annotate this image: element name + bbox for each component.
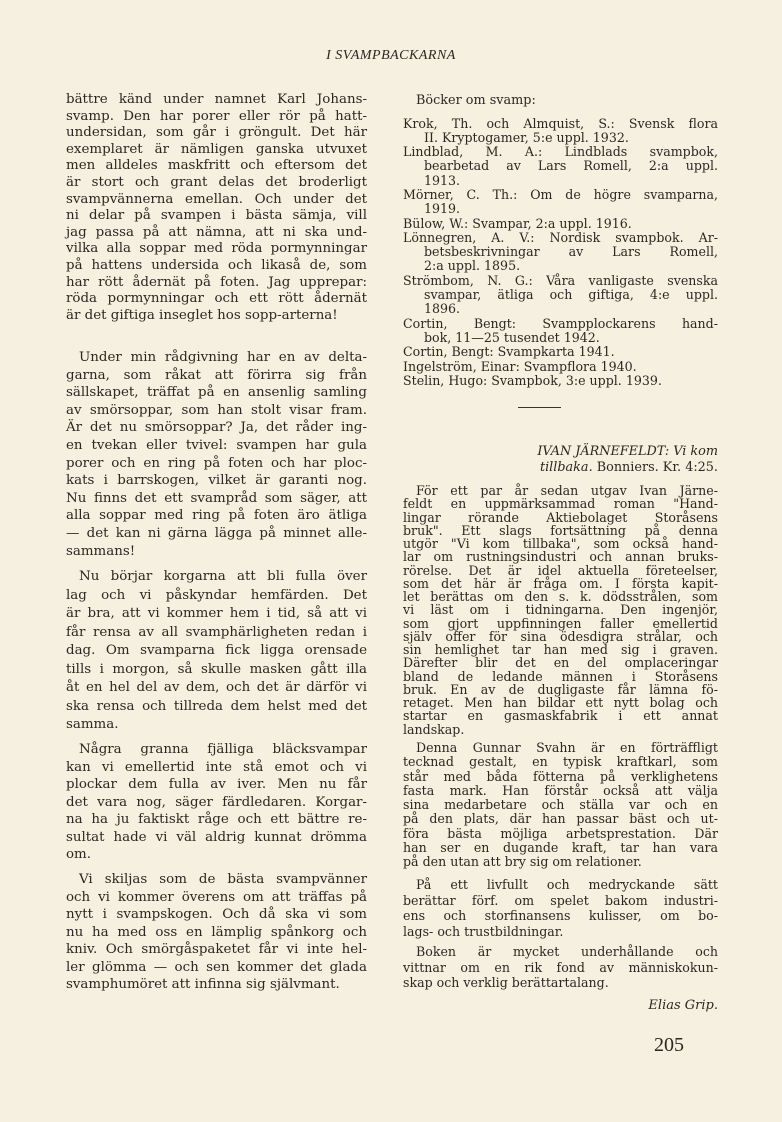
text-line: 1913. <box>424 172 461 188</box>
text-line: feldt en uppmärksammad roman "Hand- <box>403 496 718 512</box>
text-line: är bra, att vi kommer hem i tid, så att vi <box>66 606 367 621</box>
text-line: Strömbom, N. G.: Våra vanligaste svenska <box>403 272 718 288</box>
text-line: bok, 11—25 tusendet 1942. <box>424 329 600 345</box>
text-line: svamp. Den har porer eller rör på hatt- <box>66 108 367 124</box>
text-line: bättre känd under namnet Karl Johans- <box>66 92 367 107</box>
text-line: en tvekan eller tvivel: svampen har gula <box>66 437 367 453</box>
text-line: ler glömma — och sen kommer det glada <box>66 959 367 975</box>
text-line: Vi skiljas som de bästa svampvänner <box>79 872 367 887</box>
text-line: vittnar om en rik fond av människokun- <box>403 959 718 975</box>
text-line: Lönnegren, A. V.: Nordisk svampbok. Ar- <box>403 229 718 245</box>
text-line: Några granna fjälliga bläcksvampar <box>79 742 367 757</box>
text-line: sultat hade vi väl aldrig kunnat drömma <box>66 829 367 845</box>
text-line: 1919. <box>424 201 461 217</box>
text-line: är stort och grant delas det broderligt <box>66 174 367 190</box>
text-line: om. <box>66 847 92 862</box>
review-heading-author-title: IVAN JÄRNEFELDT: Vi kom <box>537 444 718 459</box>
text-line: dag. Om svamparna fick ligga orensade <box>66 643 367 658</box>
text-line: nytt i svampskogen. Och då ska vi som <box>66 907 367 922</box>
text-line: berättar förf. om spelet bakom industri- <box>403 892 718 908</box>
text-line: Nu börjar korgarna att bli fulla över <box>79 569 367 584</box>
text-line: porer och en ring på foten och har ploc- <box>66 455 367 471</box>
text-line: let berättas om den s. k. dödsstrålen, som <box>403 589 718 604</box>
text-line: står med båda fötterna på verklighetens <box>403 768 718 784</box>
text-line: Under min rådgivning har en av delta- <box>79 350 367 365</box>
text-line: som det här är fråga om. I första kapit- <box>403 575 718 591</box>
bibliography-title: Böcker om svamp: <box>416 93 536 108</box>
body-paragraph <box>66 92 367 324</box>
text-line: skap och verklig berättartalang. <box>403 975 609 990</box>
text-line: Lindblad, M. A.: Lindblads svampbok, <box>403 144 718 160</box>
text-line: åt en hel del av dem, och det är därför vi <box>66 680 367 695</box>
text-line: tills i morgon, så skulle masken gått illa <box>66 661 367 677</box>
running-title: I SVAMPBACKARNA <box>326 48 456 63</box>
review-body <box>403 0 718 1000</box>
text-line: landskap. <box>403 721 465 737</box>
text-line: alla soppar med ring på foten äro ätliga <box>66 508 367 524</box>
review-paragraph <box>403 944 718 991</box>
text-line: garna, som råkat att förirra sig från <box>66 367 367 383</box>
text-line: lags- och trustbildningar. <box>403 924 564 940</box>
text-line: Mörner, C. Th.: Om de högre svamparna, <box>403 187 718 202</box>
text-line: Är det nu smörsoppar? Ja, det råder ing- <box>66 420 367 436</box>
text-line: betsbeskrivningar av Lars Romell, <box>424 244 718 260</box>
body-paragraph <box>66 871 367 994</box>
text-line: har rött ådernät på foten. Jag upprepar: <box>66 274 367 290</box>
left-column <box>66 0 367 1122</box>
text-line: lingar rörande Aktiebolaget Storåsens <box>403 509 718 525</box>
text-line: föra bästa möjliga arbetsprestation. Där <box>403 825 718 841</box>
text-line: själv offer för sina ödesdigra strålar, och <box>403 628 718 644</box>
text-line: svampvännerna emellan. Och under det <box>66 191 367 207</box>
text-line: — det kan ni gärna lägga på minnet alle- <box>66 525 367 541</box>
text-line: kniv. Och smörgåspaketet får vi inte hel- <box>66 942 367 957</box>
text-line: det vara nog, säger färdledaren. Korgar- <box>66 794 367 810</box>
text-line: bruk". Ett slags fortsättning på denna <box>403 522 718 538</box>
review-paragraph <box>403 877 718 940</box>
text-line: vilka alla soppar med röda pormynningar <box>66 241 367 257</box>
text-line: sällskapet, träffat på en ansenlig samling <box>66 385 367 401</box>
text-line: men alldeles maskfritt och eftersom det <box>66 158 367 174</box>
text-line: utgör "Vi kom tillbaka", som också hand- <box>403 536 718 551</box>
text-line: ens och storfinansens kulisser, om bo- <box>403 908 718 924</box>
text-line: tecknad gestalt, en typisk kraftkarl, som <box>403 754 718 770</box>
text-line: bland de ledande männen i Storåsens <box>403 668 718 684</box>
text-line: sin hemlighet tar han med sig i graven. <box>403 642 718 657</box>
text-line: rörelse. Det är idel aktuella företeelser, <box>403 562 718 578</box>
text-line: Därefter blir det en del omplaceringar <box>403 655 718 671</box>
text-line: ska rensa och tillreda dem helst med det <box>66 698 367 714</box>
text-line: får rensa av all svamphärligheten redan i <box>66 624 367 640</box>
text-line: Krok, Th. och Almquist, S.: Svensk flora <box>403 115 718 131</box>
text-line: För ett par år sedan utgav Ivan Järne- <box>416 483 718 498</box>
text-line: bruk. En av de dugligaste får lämna fö- <box>403 681 718 697</box>
text-line: på den plats, där han passar bäst och ut- <box>403 811 718 827</box>
text-line: kan vi emellertid inte stå emot och vi <box>66 759 367 775</box>
text-line: lag och vi påskyndar hemfärden. Det <box>66 587 367 603</box>
text-line: samma. <box>66 717 119 732</box>
text-line: På ett livfullt och medryckande sätt <box>416 877 718 892</box>
text-line: vi läst om i tidningarna. Den ingenjör, <box>403 602 718 618</box>
text-line: bearbetad av Lars Romell, 2:a uppl. <box>424 158 718 174</box>
text-line: röda pormynningar och ett rött ådernät <box>66 291 367 307</box>
text-line: exemplaret är nämligen ganska utvuxet <box>66 141 367 157</box>
review-paragraph <box>403 741 718 869</box>
text-line: nu ha med oss en lämplig spånkorg och <box>66 924 367 940</box>
text-line: retaget. Men han bildar ett nytt bolag och <box>403 695 718 710</box>
text-line: på hattens undersida och likaså de, som <box>66 257 367 273</box>
text-line: undersidan, som går i gröngult. Det här <box>66 125 367 141</box>
text-line: svampar, ätliga och giftiga, 4:e uppl. <box>424 287 718 303</box>
review-heading-title-end: tillbaka. <box>539 460 593 475</box>
text-line: sina medarbetare och ställa var och en <box>403 797 718 812</box>
text-line: plockar dem fulla av iver. Men nu får <box>66 777 367 792</box>
text-line: startar en gasmaskfabrik i ett annat <box>403 708 718 724</box>
text-line: av smörsoppar, som han stolt visar fram. <box>66 402 367 418</box>
text-line: lar om rustningsindustri och annan bruks- <box>403 549 718 565</box>
page-number: 205 <box>654 1034 684 1056</box>
text-line: Stelin, Hugo: Svampbok, 3:e uppl. 1939. <box>403 372 662 388</box>
text-line: kats i barrskogen, vilket är garanti nog. <box>66 473 367 489</box>
text-line: svamphumöret att infinna sig självmant. <box>66 977 340 992</box>
review-signature: Elias Grip. <box>648 998 718 1013</box>
text-line: sammans! <box>66 543 136 559</box>
text-line: na ha ju faktiskt råge och ett bättre re- <box>66 812 367 827</box>
text-line: och vi kommer överens om att träffas på <box>66 889 367 905</box>
review-paragraph <box>403 484 718 736</box>
body-paragraph <box>66 568 367 735</box>
text-line: är det giftiga inseglet hos sopp-arterna! <box>66 307 338 323</box>
text-line: Ingelström, Einar: Svampflora 1940. <box>403 358 637 374</box>
text-line: Cortin, Bengt: Svampkarta 1941. <box>403 344 615 360</box>
text-line: på den utan att bry sig om relationer. <box>403 854 642 869</box>
text-line: ni delar på svampen i bästa sämja, vill <box>66 208 367 224</box>
text-line: II. Kryptogamer, 5:e uppl. 1932. <box>424 129 629 145</box>
text-line: Boken är mycket underhållande och <box>416 944 718 959</box>
text-line: Denna Gunnar Svahn är en förträffligt <box>416 740 718 755</box>
text-line: 1896. <box>424 301 461 317</box>
text-line: 2:a uppl. 1895. <box>424 258 521 274</box>
text-line: som gjort uppfinningen faller emellertid <box>403 615 718 631</box>
body-paragraph <box>66 349 367 560</box>
text-line: Cortin, Bengt: Svampplockarens hand- <box>403 315 718 331</box>
text-line: han ser en dugande kraft, tar han vara <box>403 839 718 855</box>
text-line: fasta mark. Han förstår också att välja <box>403 782 718 798</box>
review-heading-publisher: Bonniers. Kr. 4:25. <box>592 460 718 475</box>
text-line: jag passa på att nämna, att ni ska und- <box>66 224 367 240</box>
text-line: Nu finns det ett svampråd som säger, att <box>66 490 367 506</box>
body-paragraph <box>66 741 367 864</box>
text-line: Bülow, W.: Svampar, 2:a uppl. 1916. <box>403 215 632 231</box>
